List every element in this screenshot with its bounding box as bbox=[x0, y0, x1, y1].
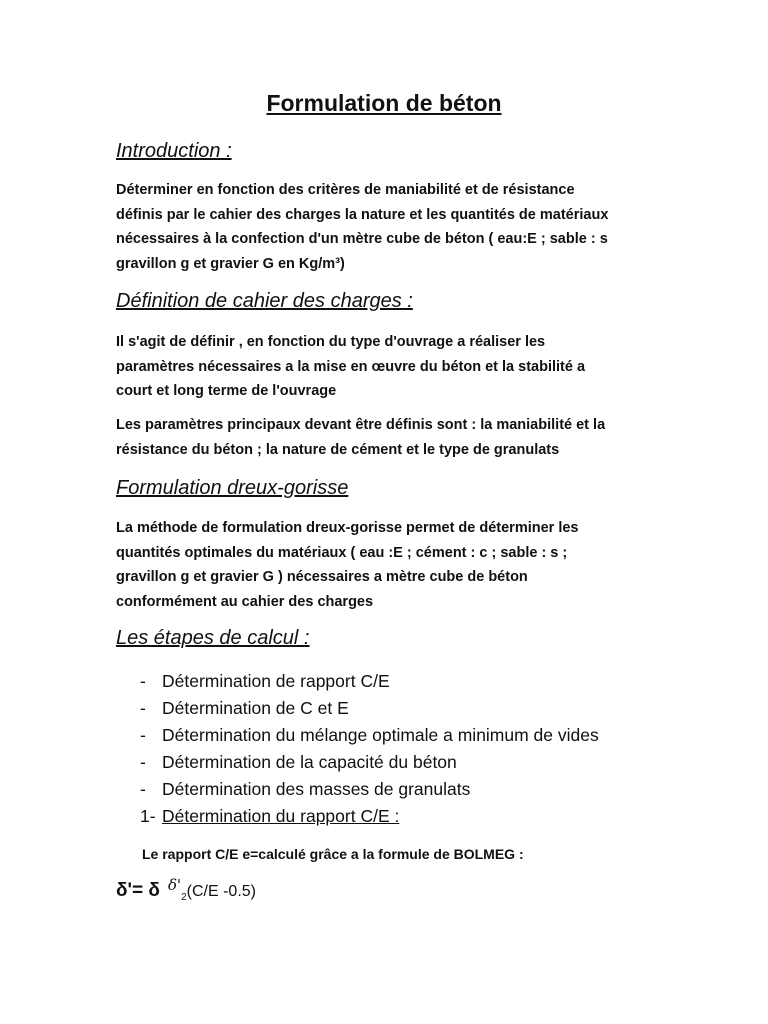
formula-lhs: δ'= δ bbox=[116, 880, 160, 901]
heading-definition: Définition de cahier des charges : bbox=[116, 290, 413, 312]
numbered-item-text: Détermination du rapport C/E : bbox=[162, 806, 400, 826]
text-line: nécessaires à la confection d'un mètre cube de béton ( eau:E ; sable : s bbox=[116, 231, 608, 247]
bullet-dash: - bbox=[140, 698, 146, 718]
text-line: quantités optimales du matériaux ( eau :E ; cément : c ; sable : s ; bbox=[116, 544, 568, 561]
text-line: définis par le cahier des charges la nature et les quantités de matériaux bbox=[116, 206, 609, 223]
list-item bbox=[140, 722, 599, 749]
text-line: résistance du béton ; la nature de cément et le type de granulats bbox=[116, 441, 560, 458]
list-item-text: Détermination du mélange optimale a minimum de vides bbox=[162, 725, 599, 745]
text-line: Les paramètres principaux devant être définis sont : la maniabilité et la bbox=[116, 417, 606, 433]
heading-introduction: Introduction : bbox=[116, 140, 232, 162]
bullet-dash: - bbox=[140, 725, 146, 745]
text-line: paramètres nécessaires a la mise en œuvre du béton et la stabilité a bbox=[116, 358, 586, 375]
page-title: Formulation de béton bbox=[266, 90, 502, 116]
list-item bbox=[140, 668, 599, 695]
paragraph-introduction bbox=[116, 178, 661, 276]
text-line: conformément au cahier des charges bbox=[116, 593, 374, 610]
bullet-dash: - bbox=[140, 671, 146, 691]
numbered-item bbox=[140, 803, 599, 830]
text-line: Déterminer en fonction des critères de maniabilité et de résistance bbox=[116, 182, 575, 198]
list-item-text: Détermination de rapport C/E bbox=[162, 671, 390, 691]
paragraph-dreux-gorisse bbox=[116, 516, 661, 614]
formula-rest: (C/E -0.5) bbox=[186, 883, 256, 900]
paragraph-definition-1 bbox=[116, 330, 661, 404]
list-item-text: Détermination de la capacité du béton bbox=[162, 752, 457, 772]
formula-intro: Le rapport C/E e=calculé grâce a la formule de BOLMEG : bbox=[142, 846, 524, 862]
text-line: court et long terme de l'ouvrage bbox=[116, 383, 337, 399]
bullet-dash: - bbox=[140, 779, 146, 799]
formula-subscript: 2 bbox=[181, 892, 187, 904]
text-line: gravillon g et gravier G en Kg/m³) bbox=[116, 255, 345, 272]
text-line: Il s'agit de définir , en fonction du type d'ouvrage a réaliser les bbox=[116, 334, 546, 350]
list-item bbox=[140, 749, 599, 776]
list-item-text: Détermination des masses de granulats bbox=[162, 779, 471, 799]
list-item bbox=[140, 776, 599, 803]
item-number: 1- bbox=[140, 806, 156, 826]
paragraph-definition-2 bbox=[116, 413, 661, 462]
list-item-text: Détermination de C et E bbox=[162, 698, 349, 718]
heading-etapes: Les étapes de calcul : bbox=[116, 627, 310, 649]
text-line: La méthode de formulation dreux-gorisse permet de déterminer les bbox=[116, 520, 579, 536]
formula bbox=[116, 876, 256, 904]
steps-list bbox=[140, 668, 599, 830]
bullet-dash: - bbox=[140, 752, 146, 772]
heading-dreux-gorisse: Formulation dreux-gorisse bbox=[116, 477, 349, 499]
list-item bbox=[140, 695, 599, 722]
text-line: gravillon g et gravier G ) nécessaires a mètre cube de béton bbox=[116, 569, 528, 585]
formula-delta-prime: δ' bbox=[167, 876, 182, 894]
